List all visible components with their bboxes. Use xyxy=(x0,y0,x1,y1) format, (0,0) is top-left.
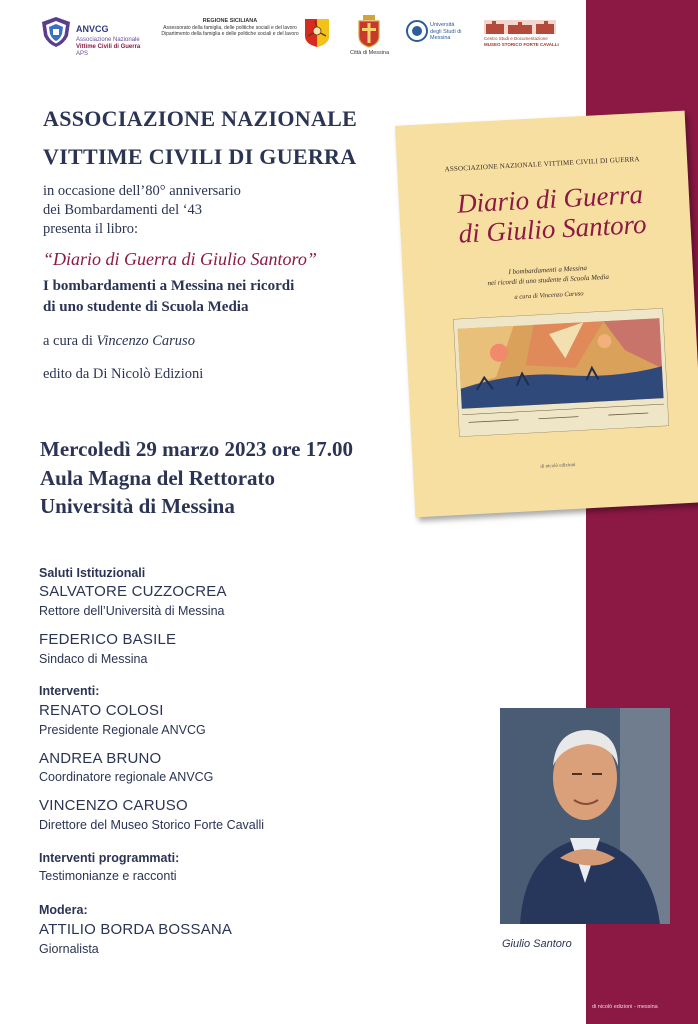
curator-line: a cura di Vincenzo Caruso xyxy=(43,333,195,349)
speaker-role: Giornalista xyxy=(39,942,99,956)
portrait-illustration xyxy=(500,708,670,924)
museo-text: Centro Studi e Documentazione MUSEO STORICO FORTE CAVALLI xyxy=(484,36,559,47)
speaker-name: RENATO COLOSI xyxy=(39,702,164,719)
footer-publisher: di nicolò edizioni - messina xyxy=(592,1004,658,1010)
event-university: Università di Messina xyxy=(40,494,235,518)
intro-line3: presenta il libro: xyxy=(43,221,139,237)
cover-association: ASSOCIAZIONE NAZIONALE VITTIME CIVILI DI GUERRA xyxy=(444,155,640,174)
book-cover xyxy=(395,111,698,518)
programmati-text: Testimonianze e racconti xyxy=(39,869,177,883)
speaker-name: ATTILIO BORDA BOSSANA xyxy=(39,921,233,938)
cover-subtitle: I bombardamenti a Messina nei ricordi di uno studente di Scuola Media xyxy=(487,264,610,288)
speaker-role: Direttore del Museo Storico Forte Cavalli xyxy=(39,818,265,832)
programmati-label: Interventi programmati: xyxy=(39,851,180,865)
header-logos xyxy=(0,0,586,70)
speaker-name: VINCENZO CARUSO xyxy=(39,797,188,814)
cover-watercolor-illustration xyxy=(453,308,669,437)
intro-line2: dei Bombardamenti del ‘43 xyxy=(43,202,203,218)
citta-di-messina-crest xyxy=(356,14,382,48)
unime-logo xyxy=(406,20,428,42)
speaker-name: SALVATORE CUZZOCREA xyxy=(39,583,227,600)
cover-publisher: di nicolò edizioni xyxy=(540,462,576,470)
book-title: “Diario di Guerra di Giulio Santoro” xyxy=(43,249,317,269)
speaker-role: Sindaco di Messina xyxy=(39,652,148,666)
event-date: Mercoledì 29 marzo 2023 ore 17.00 xyxy=(40,437,353,461)
museo-forte-cavalli-logo xyxy=(484,16,556,34)
citta-di-messina-label: Città di Messina xyxy=(350,50,390,56)
association-title-line1: ASSOCIAZIONE NAZIONALE xyxy=(43,106,358,131)
interventi-label: Interventi: xyxy=(39,684,100,698)
regione-siciliana-text: REGIONE SICILIANA Assessorato della famiglia, delle politiche sociali e del lavoro Dipartimento della famiglia e delle politiche sociali e del lavoro xyxy=(161,18,299,38)
modera-label: Modera: xyxy=(39,903,88,917)
saluti-label: Saluti Istituzionali xyxy=(39,566,146,580)
cover-title: Diario di Guerra di Giulio Santoro xyxy=(456,178,648,249)
speaker-role: Rettore dell’Università di Messina xyxy=(39,604,225,618)
photo-caption: Giulio Santoro xyxy=(502,938,572,950)
unime-text: Università degli Studi di Messina xyxy=(430,22,462,42)
speaker-role: Coordinatore regionale ANVCG xyxy=(39,770,214,784)
trinacria-shield-logo xyxy=(304,18,330,48)
speaker-name: FEDERICO BASILE xyxy=(39,631,177,648)
curator-name: Vincenzo Caruso xyxy=(96,333,195,349)
giulio-santoro-photo xyxy=(500,708,670,924)
event-venue: Aula Magna del Rettorato xyxy=(40,466,276,490)
publisher-line: edito da Di Nicolò Edizioni xyxy=(43,366,204,382)
book-subtitle-line2: di uno studente di Scuola Media xyxy=(43,299,249,315)
book-subtitle-line1: I bombardamenti a Messina nei ricordi xyxy=(43,278,295,294)
association-title-line2: VITTIME CIVILI DI GUERRA xyxy=(43,144,357,169)
speaker-name: ANDREA BRUNO xyxy=(39,750,162,767)
speaker-role: Presidente Regionale ANVCG xyxy=(39,723,206,737)
anvcg-text: ANVCG Associazione Nazionale Vittime Civili di Guerra APS xyxy=(76,24,141,57)
intro-line1: in occasione dell’80° anniversario xyxy=(43,183,241,199)
anvcg-shield-logo xyxy=(40,16,72,48)
cover-curator: a cura di Vincenzo Caruso xyxy=(514,290,584,301)
